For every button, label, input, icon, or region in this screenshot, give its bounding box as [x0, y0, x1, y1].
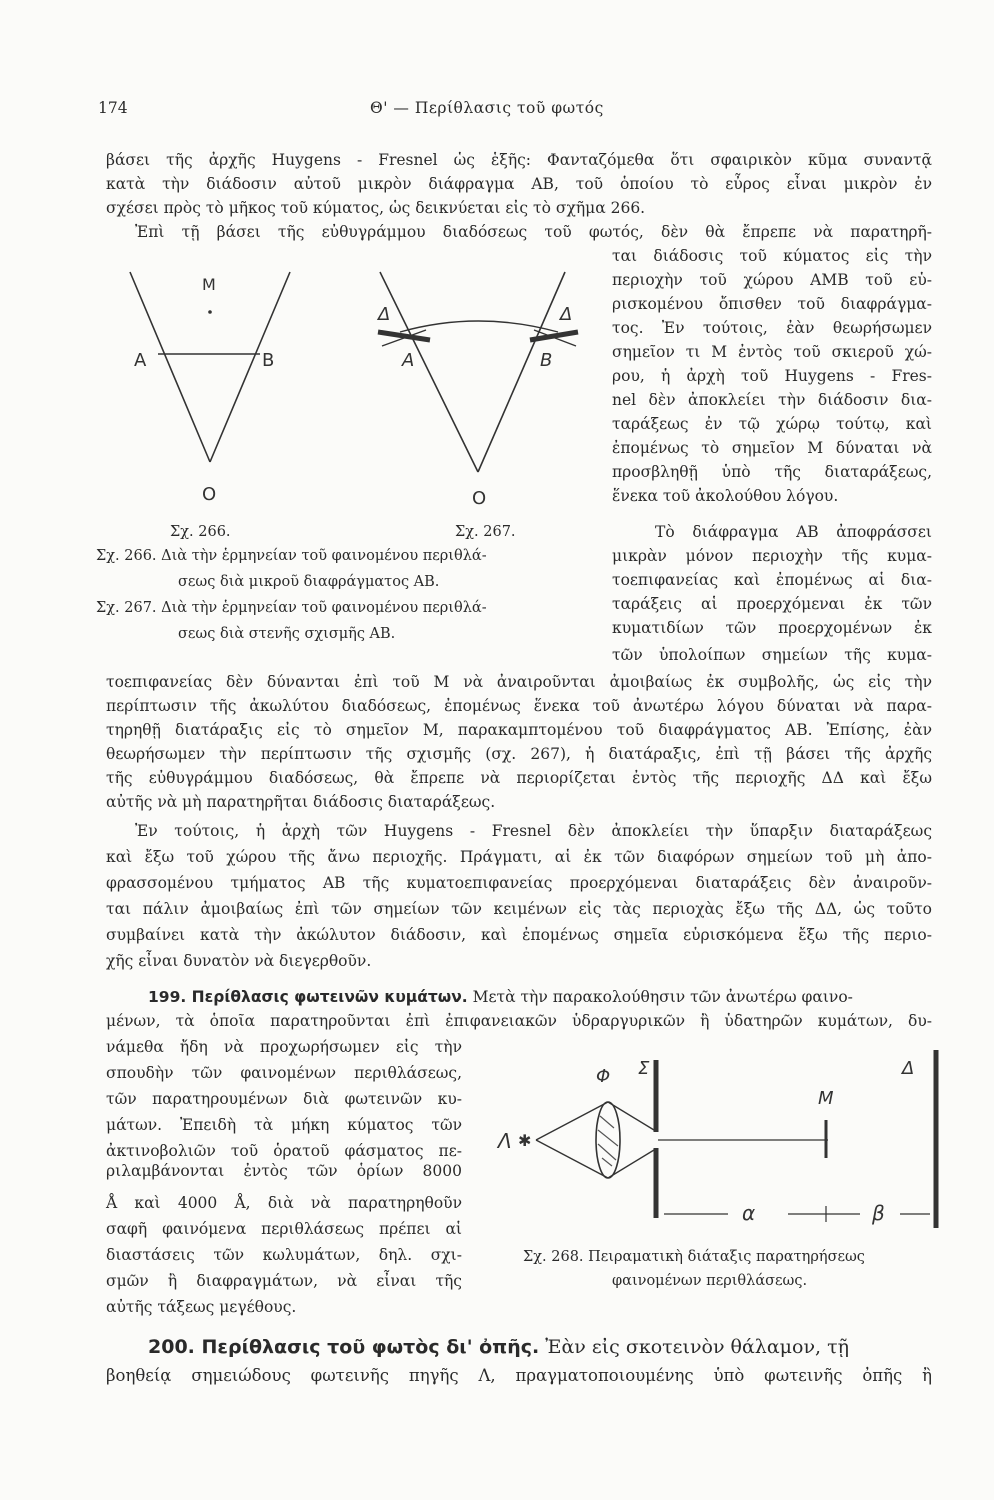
- text-line: μάτων. Ἐπειδὴ τὰ μήκη κύματος τῶν: [106, 1116, 462, 1134]
- text-line: σαφῆ φαινόμενα περιθλάσεως πρέπει αἱ: [106, 1220, 462, 1238]
- text-line: μικρὰν μόνον περιοχὴν τῆς κυμα-: [612, 547, 932, 565]
- section-199-heading: 199. Περίθλασις φωτεινῶν κυμάτων.: [148, 988, 468, 1006]
- text-line: σχέσει πρὸς τὸ μῆκος τοῦ κύματος, ὡς δεικνύεται εἰς τὸ σχῆμα 266.: [106, 199, 646, 217]
- label-delta-right: Δ: [560, 304, 573, 325]
- label-M: M: [818, 1088, 834, 1109]
- text-line: τῆς εὐθυγράμμου διαδόσεως, θὰ ἔπρεπε νὰ περιορίζεται ἐντὸς τῆς περιοχῆς ΔΔ καὶ ἔξω: [106, 769, 932, 787]
- text-line: μένων, τὰ ὁποῖα παρατηροῦνται ἐπὶ ἐπιφανειακῶν ὑδραργυρικῶν ἢ ὑδατηρῶν κυμάτων, δυ-: [106, 1012, 932, 1030]
- section-200-heading: 200. Περίθλασις τοῦ φωτὸς δι' ὀπῆς.: [148, 1336, 540, 1358]
- text-line: τῶν παρατηρουμένων διὰ φωτεινῶν κυ-: [106, 1090, 462, 1108]
- text-line: τοεπιφανείας δὲν δύνανται ἐπὶ τοῦ Μ νὰ ἀναιροῦνται ἀμοιβαίως ἐκ συμβολῆς, ὡς εἰς τὴν: [106, 673, 932, 691]
- text-line: ἐπομένως τὸ σημεῖον Μ δύναται νὰ: [612, 439, 932, 457]
- text-line: τηρηθῇ διατάραξις εἰς τὸ σημεῖον Μ, παρακαμπτομένου τοῦ διαφράγματος ΑΒ. Ἐπίσης, ἐὰν: [106, 721, 932, 739]
- section-200-lead: Ἐὰν εἰς σκοτεινὸν θάλαμον, τῇ: [545, 1336, 849, 1358]
- text-line: ριλαμβάνονται ἐντὸς τῶν ὁρίων 8000: [106, 1162, 462, 1180]
- text-line: θεωρήσωμεν τὴν περίπτωσιν τῆς σχισμῆς (σχ. 267), ἡ διατάραξις, ἐπὶ τῇ βάσει τῆς ἀρχῆς: [106, 745, 932, 763]
- label-delta-left: Δ: [378, 304, 391, 325]
- section-200-first-line: [148, 1334, 849, 1360]
- ray-left: [380, 272, 478, 472]
- caption-line: Σχ. 267. Διὰ τὴν ἑρμηνείαν τοῦ φαινομένου περιθλά-: [96, 600, 487, 616]
- text-line: αὐτῆς τάξεως μεγέθους.: [106, 1298, 297, 1316]
- label-b: β: [872, 1201, 885, 1225]
- text-line: κυματιδίων τῶν προερχομένων ἐκ: [612, 619, 932, 637]
- label-a: α: [742, 1201, 756, 1225]
- label-O: O: [202, 484, 217, 505]
- text-line: Ἐπὶ τῇ βάσει τῆς εὐθυγράμμου διαδόσεως τοῦ φωτός, δὲν θὰ ἔπρεπε νὰ παρατηρῆ-: [135, 223, 932, 241]
- caption-line: σεως διὰ στενῆς σχισμῆς ΑΒ.: [178, 626, 396, 642]
- text-line: nel δὲν ἀποκλείει τὴν διάδοσιν δια-: [612, 391, 932, 409]
- fig266-number: Σχ. 266.: [170, 524, 231, 540]
- text-line: διαστάσεις τῶν κωλυμάτων, δηλ. σχι-: [106, 1246, 462, 1264]
- text-line: Ἐν τούτοις, ἡ ἀρχὴ τῶν Huygens - Fresnel δὲν ἀποκλείει τὴν ὕπαρξιν διαταράξεως: [135, 822, 932, 840]
- text-line: ταράξεις αἱ προερχόμεναι ἐκ τῶν: [612, 595, 932, 613]
- ray-right: [210, 272, 290, 462]
- text-line: ἕνεκα τοῦ ἀκολούθου λόγου.: [612, 487, 839, 505]
- section-199-lead: Μετὰ τὴν παρακολούθησιν τῶν ἀνωτέρω φαινο-: [472, 988, 853, 1006]
- text-line: ται πάλιν ἀμοιβαίως ἐπὶ τῶν σημείων τῶν κειμένων εἰς τὰς περιοχὰς ἔξω τῆς ΔΔ, ὡς τοῦτο: [106, 900, 932, 918]
- text-line: βάσει τῆς ἀρχῆς Huygens - Fresnel ὡς ἑξῆς: Φανταζόμεθα ὅτι σφαιρικὸν κῦμα συναντᾷ: [106, 151, 932, 169]
- caption-line: Σχ. 266. Διὰ τὴν ἑρμηνείαν τοῦ φαινομένου περιθλά-: [96, 548, 487, 564]
- label-B: B: [262, 350, 275, 371]
- label-A: A: [402, 350, 415, 371]
- label-sigma: Σ: [638, 1058, 650, 1079]
- page-number: 174: [98, 99, 128, 117]
- label-phi: Φ: [596, 1066, 611, 1087]
- label-A: A: [134, 350, 147, 371]
- text-line: τῶν ὑπολοίπων σημείων τῆς κυμα-: [612, 646, 932, 664]
- text-line: ρου, ἡ ἀρχὴ τοῦ Huygens - Fres-: [612, 367, 932, 385]
- text-line: τοεπιφανείας καὶ ἐπομένως αἱ δια-: [612, 571, 932, 589]
- text-line: βοηθείᾳ σημειώδους φωτεινῆς πηγῆς Λ, πραγματοποιουμένης ὑπὸ φωτεινῆς ὀπῆς ἢ: [106, 1366, 932, 1385]
- caption-line: σεως διὰ μικροῦ διαφράγματος ΑΒ.: [178, 574, 440, 590]
- section-199-first-line: [148, 987, 932, 1007]
- lens-hatch: [598, 1116, 618, 1166]
- label-lambda: Λ: [498, 1129, 512, 1153]
- text-line: Å καὶ 4000 Å, διὰ νὰ παρατηρηθοῦν: [106, 1194, 462, 1212]
- text-line: φρασσομένου τμήματος ΑΒ τῆς κυματοεπιφανείας προερχόμεναι διαταράξεις δὲν ἀναιροῦν-: [106, 874, 932, 892]
- text-line: συμβαίνει κατὰ τὴν ἀκώλυτον διάδοσιν, καὶ ἐπομένως σημεῖα εὑρισκόμενα ἔξω τῆς περιο-: [106, 926, 932, 944]
- text-line: Τὸ διάφραγμα ΑΒ ἀποφράσσει: [655, 523, 932, 541]
- caption-line: Σχ. 268. Πειραματικὴ διάταξις παρατηρήσεως: [523, 1249, 865, 1265]
- text-line: ταράξεως ἐν τῷ χώρῳ τούτῳ, καὶ: [612, 415, 932, 433]
- text-line: νάμεθα ἤδη νὰ προχωρήσωμεν εἰς τὴν: [106, 1038, 462, 1056]
- text-line: ἀκτινοβολιῶν τοῦ ὁρατοῦ φάσματος πε-: [106, 1142, 462, 1160]
- text-line: καὶ ἔξω τοῦ χώρου τῆς ἄνω περιοχῆς. Πράγματι, αἱ ἐκ τῶν διαφόρων σημείων τοῦ μὴ ἀπο-: [106, 848, 932, 866]
- point-M: [208, 310, 212, 314]
- running-title: Θ' — Περίθλασις τοῦ φωτός: [370, 99, 604, 117]
- text-line: χῆς εἶναι δυνατὸν νὰ διεγερθοῦν.: [106, 952, 372, 970]
- figure-267: [360, 262, 590, 522]
- text-line: προσβληθῇ ὑπὸ τῆς διαταράξεως,: [612, 463, 932, 481]
- label-B: B: [540, 350, 553, 371]
- figure-268: [488, 1040, 948, 1230]
- text-line: ται διάδοσις τοῦ κύματος εἰς τὴν: [612, 247, 932, 265]
- source-star-icon: ✱: [518, 1131, 532, 1150]
- screen-left: [378, 332, 430, 340]
- text-line: σμῶν ἢ διαφραγμάτων, νὰ εἶναι τῆς: [106, 1272, 462, 1290]
- label-M: M: [202, 275, 216, 294]
- fig267-number: Σχ. 267.: [455, 524, 516, 540]
- text-line: κατὰ τὴν διάδοσιν αὐτοῦ μικρὸν διάφραγμα ΑΒ, τοῦ ὁποίου τὸ εὖρος εἶναι μικρὸν ἐν: [106, 175, 932, 193]
- text-line: σπουδὴν τῶν φαινομένων περιθλάσεως,: [106, 1064, 462, 1082]
- label-delta: Δ: [902, 1058, 915, 1079]
- text-line: τος. Ἐν τούτοις, ἐὰν θεωρήσωμεν: [612, 319, 932, 337]
- beam-upper-out: [608, 1102, 654, 1130]
- text-line: περίπτωσιν τῆς ἀκωλύτου διαδόσεως, ἐπομένως ἕνεκα τοῦ ἀνωτέρω λόγου δύναται νὰ παρα-: [106, 697, 932, 715]
- label-O: O: [472, 488, 487, 509]
- beam-lower-out: [608, 1150, 654, 1178]
- ray-right: [478, 272, 565, 472]
- text-line: περιοχὴν τοῦ χώρου ΑΜΒ τοῦ εὑ-: [612, 271, 932, 289]
- text-line: σημεῖον τι Μ ἐντὸς τοῦ σκιεροῦ χώ-: [612, 343, 932, 361]
- caption-line: φαινομένων περιθλάσεως.: [612, 1273, 808, 1289]
- text-line: ρισκομένου ὄπισθεν τοῦ διαφράγμα-: [612, 295, 932, 313]
- lens: [596, 1102, 620, 1178]
- text-line: αὐτῆς νὰ μὴ παρατηρῆται διάδοσις διαταράξεως.: [106, 793, 496, 811]
- figure-266: [110, 262, 310, 522]
